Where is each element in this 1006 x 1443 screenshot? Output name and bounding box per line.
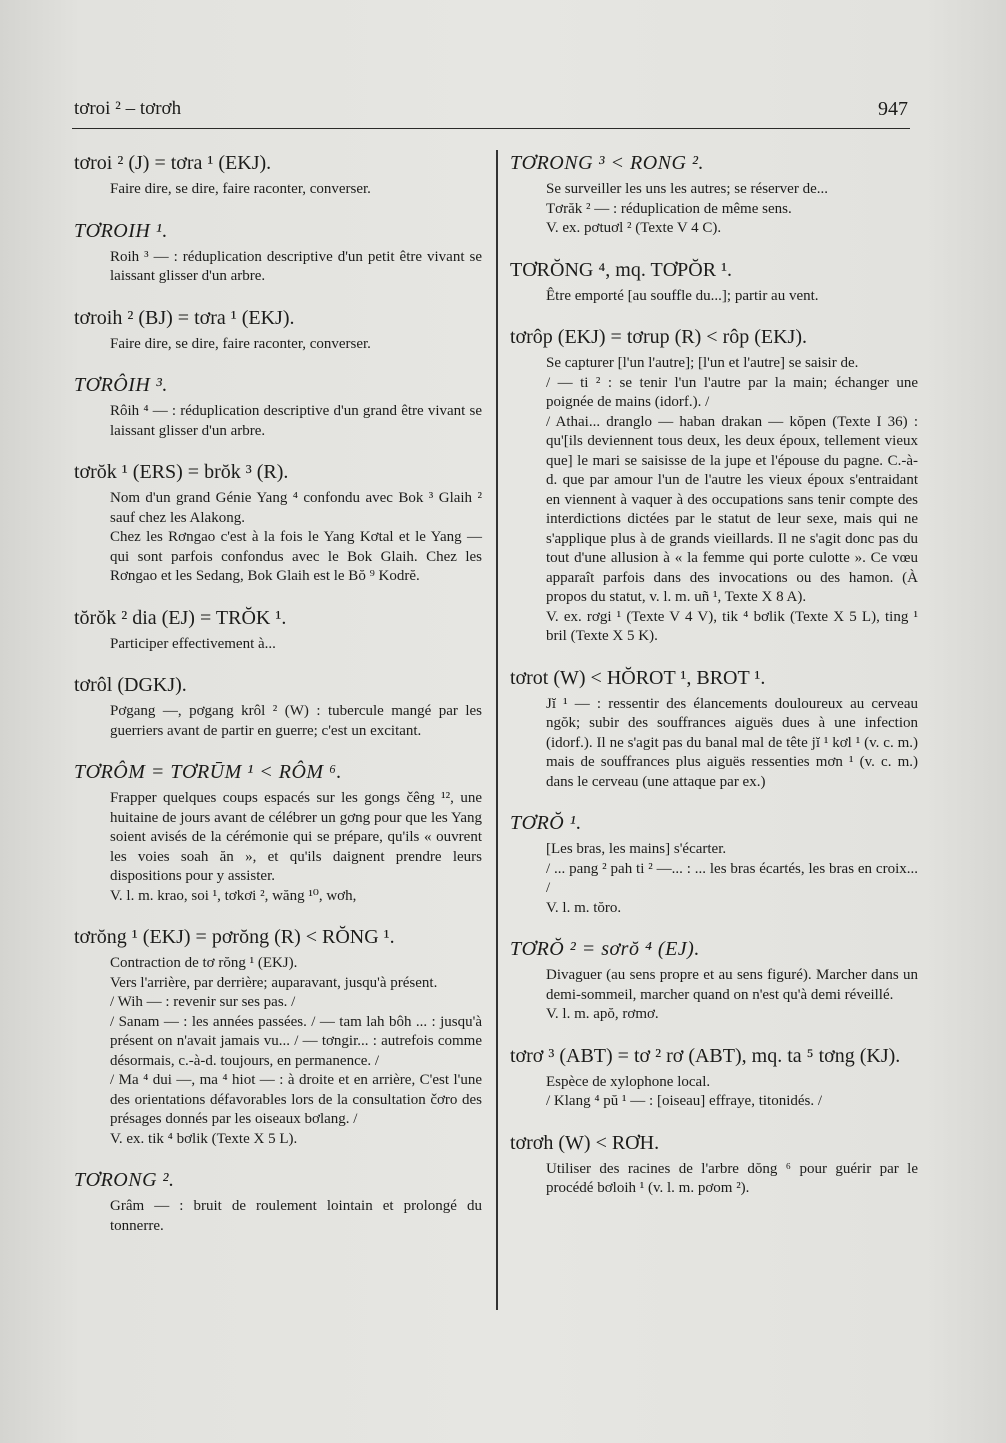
entry-headword: tơrơ ³ (ABT) = tơ ² rơ (ABT), mq. ta ⁵ tơng (KJ). [510, 1044, 901, 1067]
entry-headword: TƠRŎ ¹. [510, 812, 582, 834]
definition-line: Frapper quelques coups espacés sur les gongs čêng ¹², une huitaine de jours avant de célébrer un gơng pour que les Yang soient avisés de la cérémonie qui se prépare, qu'ils « ouvrent les voies soah ăn », et qu'ils daignent prendre leurs dispositions pour y assister. [110, 790, 482, 884]
dictionary-entry [74, 759, 482, 906]
entry-definition [546, 966, 918, 1025]
dictionary-entry [74, 924, 482, 1149]
definition-line: V. l. m. krao, soi ¹, tơkơi ², wăng ¹⁰, wơh, [110, 887, 357, 904]
definition-line: V. ex. rơgi ¹ (Texte V 4 V), tik ⁴ bơlik (Texte X 5 L), ting ¹ bril (Texte X 5 K). [546, 608, 918, 644]
entry-headword: TƠRONG ³ < RONG ². [510, 152, 704, 174]
entry-definition [546, 840, 918, 918]
running-title: tơroi ² – tơrơh [74, 98, 182, 119]
definition-line: Utiliser des racines de l'arbre dŏng ⁶ pour guérir par le procédé bơloih ¹ (v. l. m. pơom ²). [546, 1160, 918, 1196]
entry-definition [546, 1160, 918, 1199]
definition-line: / Wih — : revenir sur ses pas. / [110, 994, 296, 1010]
definition-line: Grâm — : bruit de roulement lointain et prolongé du tonnerre. [110, 1198, 482, 1234]
dictionary-entry [510, 257, 918, 307]
definition-line: Se surveiller les uns les autres; se réserver de... [546, 181, 828, 197]
definition-line: Tơrăk ² — : réduplication de même sens. [546, 200, 792, 217]
definition-line: V. l. m. tŏro. [546, 899, 622, 916]
dictionary-entry [74, 1167, 482, 1236]
left-column [74, 150, 482, 1254]
dictionary-entry [74, 218, 482, 287]
dictionary-entry [74, 372, 482, 441]
definition-line: Se capturer [l'un l'autre]; [l'un et l'autre] se saisir de. [546, 355, 859, 371]
dictionary-entry [510, 324, 918, 647]
dictionary-entry [74, 150, 482, 200]
dictionary-entry [74, 305, 482, 355]
definition-line: / Klang ⁴ pŭ ¹ — : [oiseau] effraye, titonidés. / [546, 1093, 823, 1109]
right-column [510, 150, 918, 1217]
definition-line: V. l. m. apŏ, rơmơ. [546, 1006, 659, 1022]
definition-line: Espèce de xylophone local. [546, 1073, 711, 1090]
definition-line: / Sanam — : les années passées. / — tam lah bôh ... : jusqu'à présent on n'avait jamais vu... / — tơngir... : autrefois comme désormais, c.-à-d. toujours, en permanence. / [110, 1013, 482, 1069]
definition-line: / ... pang ² pah ti ² —... : ... les bras écartés, les bras en croix... / [546, 860, 918, 896]
dictionary-entry [74, 459, 482, 587]
definition-line: Être emporté [au souffle du...]; partir au vent. [546, 287, 819, 304]
definition-line: Nom d'un grand Génie Yang ⁴ confondu avec Bok ³ Glaih ² sauf chez les Alakong. [110, 490, 482, 526]
definition-line: Participer effectivement à... [110, 635, 276, 652]
entry-definition [546, 695, 918, 793]
definition-line: / Ma ⁴ dui —, ma ⁴ hiot — : à droite et en arrière, C'est l'une des orientations défavorables lors de la consultation čơro des présages donnés par les oiseaux bơlang. / [110, 1072, 482, 1127]
dictionary-entry [510, 665, 918, 793]
entry-definition [110, 635, 482, 655]
entry-definition [546, 287, 918, 307]
entry-headword: TƠRŎ ² = sơrŏ ⁴ (EJ). [510, 938, 700, 960]
definition-line: Vers l'arrière, par derrière; auparavant, jusqu'à présent. [110, 974, 438, 991]
definition-line: Roih ³ — : réduplication descriptive d'un petit être vivant se laissant glisser d'un arbre. [110, 248, 482, 284]
dictionary-entry [510, 1043, 918, 1112]
entry-headword: tŏrŏk ² dia (EJ) = TRŎK ¹. [74, 606, 287, 629]
definition-line: [Les bras, les mains] s'écarter. [546, 841, 727, 857]
entry-definition [546, 180, 918, 239]
entry-definition [546, 354, 918, 647]
definition-line: / — ti ² : se tenir l'un l'autre par la main; échanger une poignée de mains (idorf.). / [546, 374, 918, 410]
entry-headword: TƠRÔM = TƠRŪM ¹ < RÔM ⁶. [74, 761, 343, 783]
entry-definition [110, 402, 482, 441]
dictionary-entry [74, 672, 482, 741]
definition-line: V. ex. tik ⁴ bơlik (Texte X 5 L). [110, 1130, 298, 1147]
entry-definition [110, 489, 482, 587]
definition-line: Jĭ ¹ — : ressentir des élancements douloureux au cerveau ngŏk; subir des souffrances aiguës dues à une infection (idorf.). Il ne s'agit pas du banal mal de tête jĭ ¹ kơl ¹ (v. c. m.) mais de souffrances plus aiguës ressenties mơn ¹ (v. c. m.) dans le cerveau (une attaque par ex.) [546, 695, 918, 790]
entry-definition [110, 789, 482, 906]
definition-line: Contraction de tơ rŏng ¹ (EKJ). [110, 955, 298, 971]
entry-headword: tơrŏk ¹ (ERS) = brŏk ³ (R). [74, 461, 289, 483]
page-number: 947 [878, 98, 908, 120]
definition-line: Chez les Rơngao c'est à la fois le Yang Kơtal et le Yang — qui sont parfois confondus avec le Bok Glaih. Chez les Rơngao et les Sedang, Bok Glaih est le Bŏ ⁹ Kodrĕ. [110, 529, 482, 584]
dictionary-entry [510, 1130, 918, 1199]
entry-definition [546, 1073, 918, 1112]
definition-line: Faire dire, se dire, faire raconter, converser. [110, 335, 371, 352]
entry-headword: TƠRÔIH ³. [74, 374, 168, 396]
entry-headword: tơrơh (W) < RƠH. [510, 1131, 660, 1154]
definition-line: Pơgang —, pơgang krôl ² (W) : tubercule mangé par les guerriers avant de partir en guerre; c'est un excitant. [110, 703, 482, 739]
definition-line: Rôih ⁴ — : réduplication descriptive d'un grand être vivant se laissant glisser d'un arbre. [110, 403, 482, 439]
definition-line: / Athai... dranglo — haban drakan — kŏpen (Texte I 36) : qu'[ils deviennent tous deux, les deux époux, tellement vieux que] le mari se saisisse de la jupe et l'épouse du pagne. C.-à-d. que par amour l'un de l'autre les vieux époux s'entraidant en viennent à vaquer à des occupations sans tenir compte des interdictions dictées par le statut de leur sexe, mais qui ne s'applique plus à de grands vieillards. Il ne s'agit donc pas du tout d'une allusion à « la femme qui porte culotte ». Ce vœu apparaît parfois dans des invocations ou des hamon. (À propos du statut, v. l. m. uñ ¹, Texte X 8 A). [546, 413, 918, 605]
entry-headword: tơroih ² (BJ) = tơra ¹ (EKJ). [74, 306, 295, 329]
entry-headword: tơrôp (EKJ) = tơrup (R) < rôp (EKJ). [510, 326, 807, 348]
entry-headword: tơrŏng ¹ (EKJ) = pơrŏng (R) < RŎNG ¹. [74, 926, 395, 948]
dictionary-entry [74, 605, 482, 655]
dictionary-entry [510, 150, 918, 239]
entry-definition [110, 180, 482, 200]
definition-line: V. ex. pơtuơl ² (Texte V 4 C). [546, 220, 722, 236]
entry-headword: tơroi ² (J) = tơra ¹ (EKJ). [74, 152, 272, 174]
definition-line: Faire dire, se dire, faire raconter, converser. [110, 181, 371, 197]
dictionary-entry [510, 810, 918, 918]
entry-definition [110, 954, 482, 1149]
entry-headword: TƠRŎNG ⁴, mq. TƠPŎR ¹. [510, 258, 733, 281]
column-divider [496, 150, 498, 1310]
entry-definition [110, 335, 482, 355]
entry-headword: TƠRONG ². [74, 1169, 175, 1191]
entry-definition [110, 248, 482, 287]
entry-headword: tơrôl (DGKJ). [74, 674, 187, 696]
entry-headword: tơrot (W) < HŎROT ¹, BROT ¹. [510, 666, 766, 689]
entry-definition [110, 1197, 482, 1236]
page-header [72, 96, 910, 129]
definition-line: Divaguer (au sens propre et au sens figuré). Marcher dans un demi-sommeil, marcher quand on n'est qu'à demi réveillé. [546, 967, 918, 1003]
entry-definition [110, 702, 482, 741]
dictionary-entry [510, 936, 918, 1025]
entry-headword: TƠROIH ¹. [74, 219, 168, 242]
